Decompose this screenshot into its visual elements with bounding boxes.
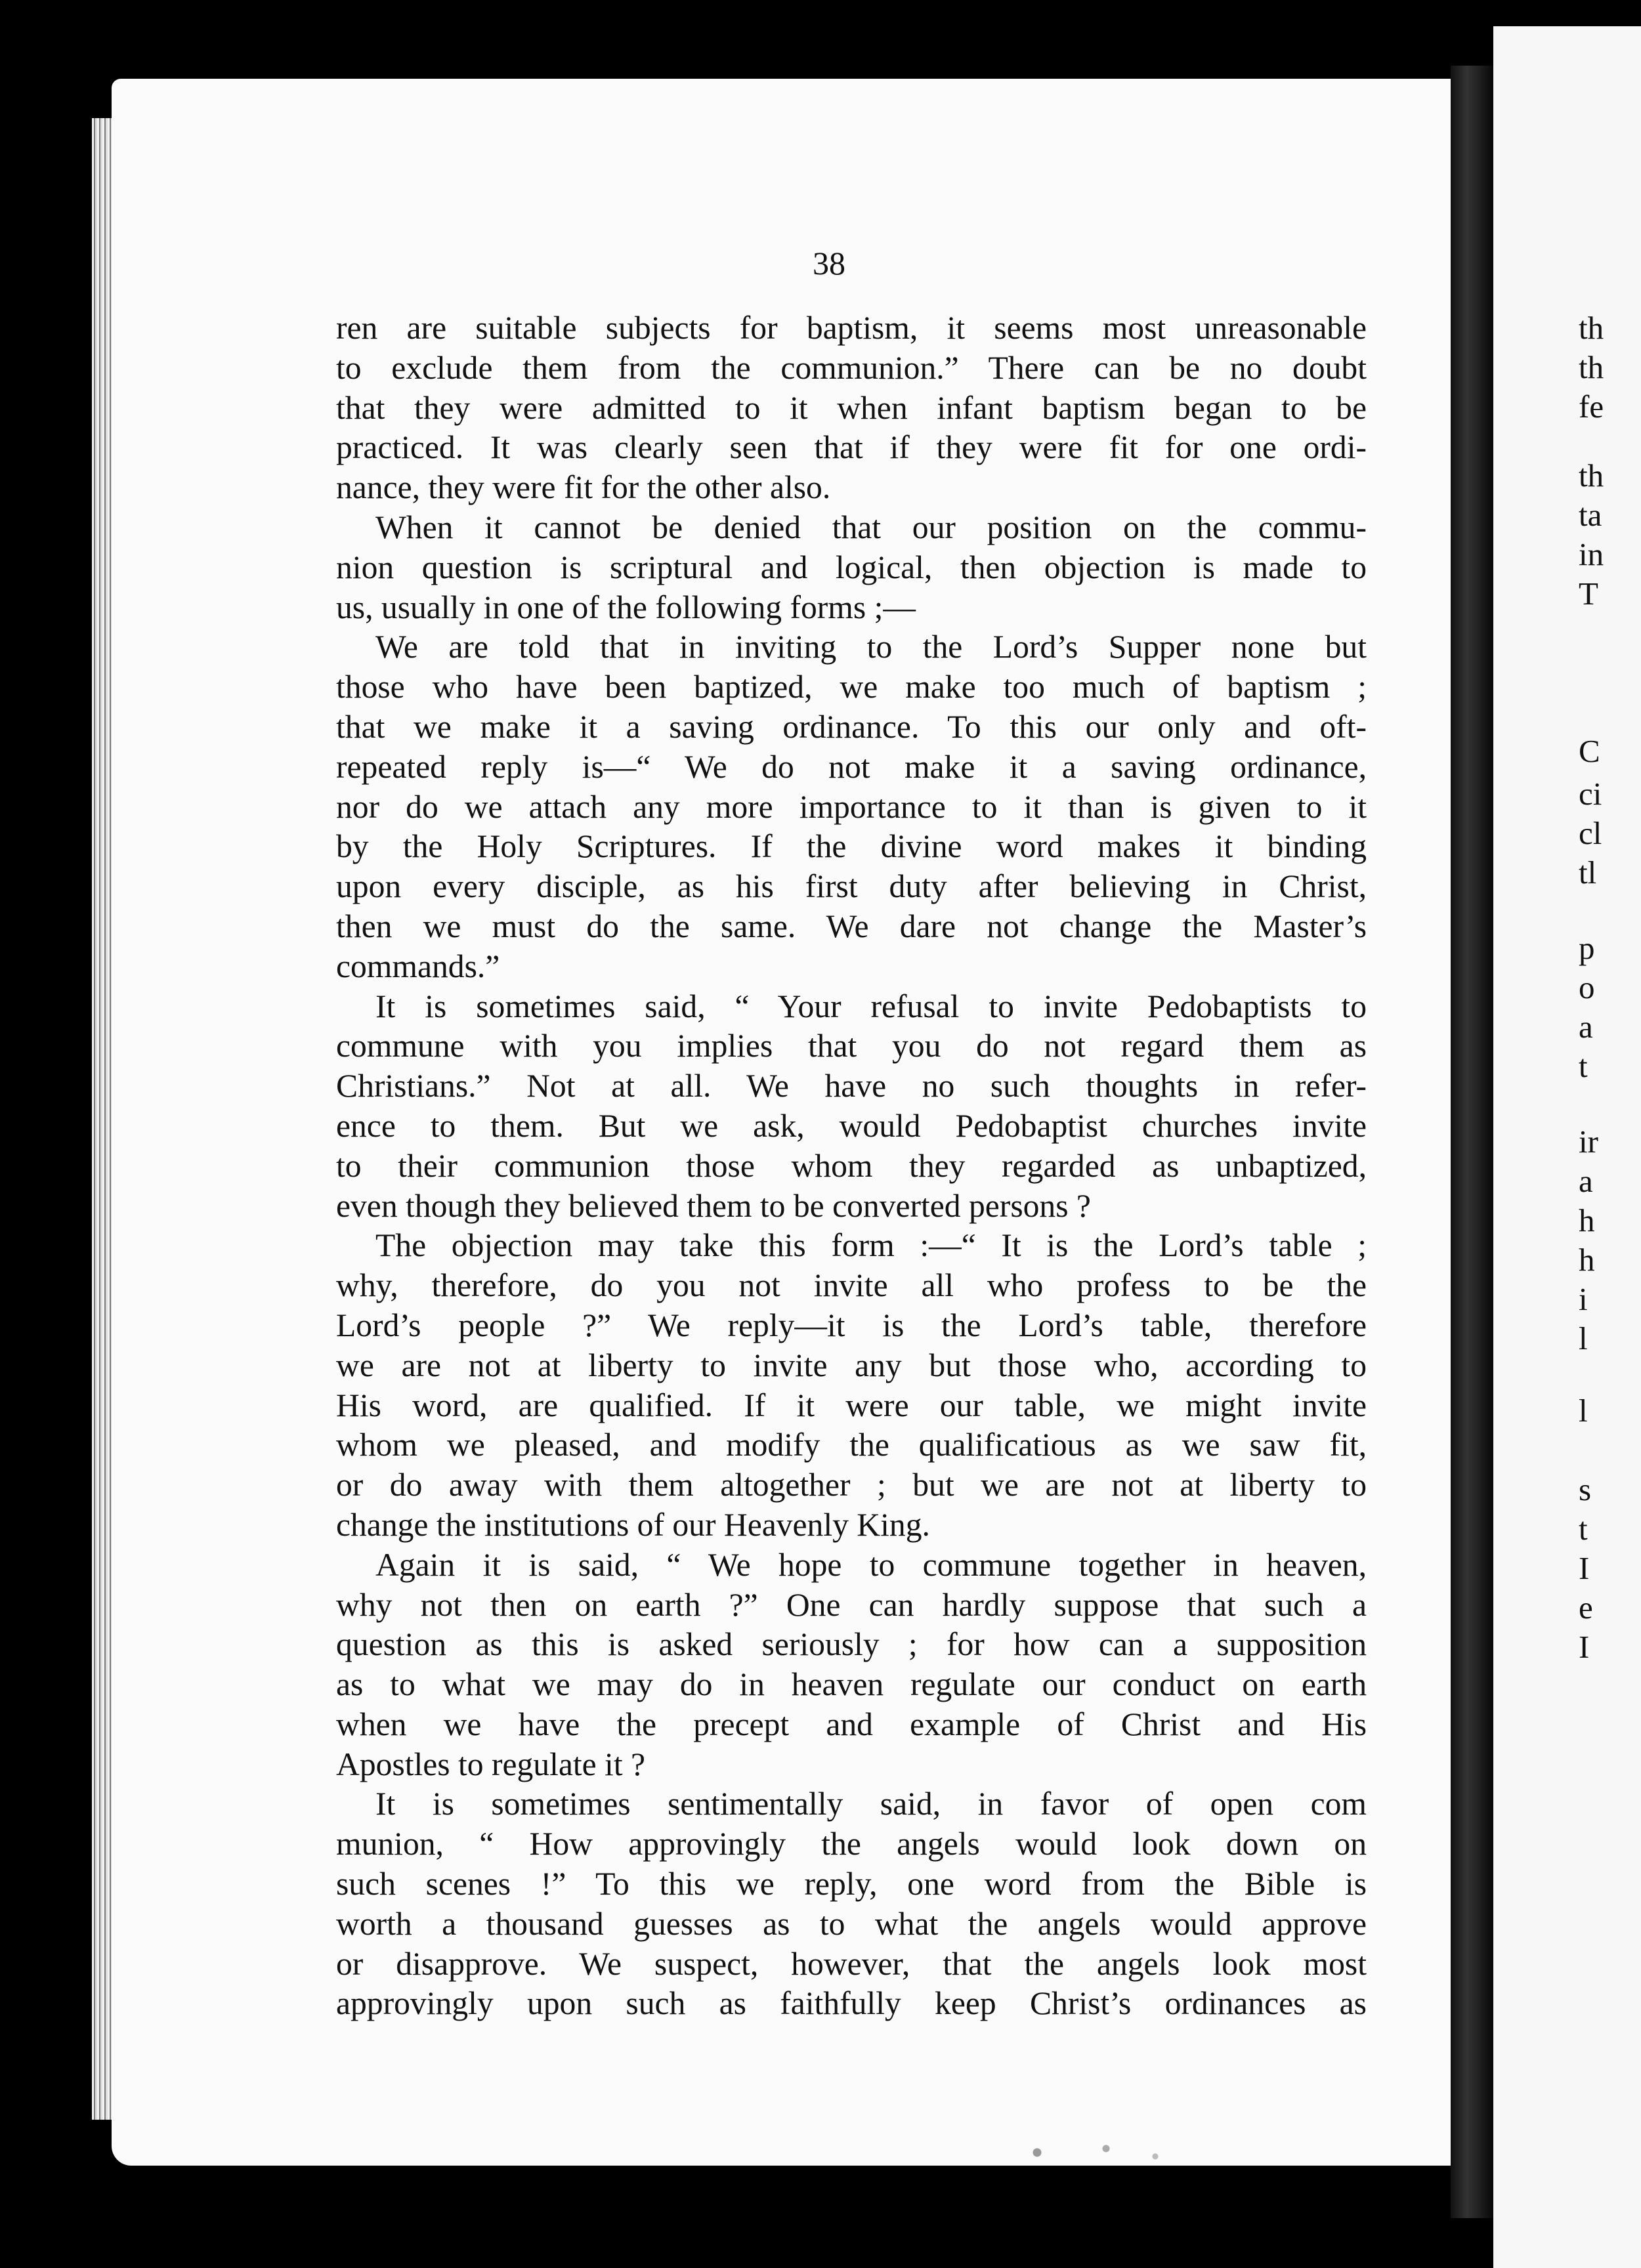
- text-line: change the institutions of our Heavenly King.: [336, 1506, 930, 1543]
- text-line: It is sometimes said, “ Your refusal to invite Pedobaptists to: [375, 988, 1367, 1024]
- facing-fragment: l: [1579, 1320, 1588, 1356]
- text-line: ence to them. But we ask, would Pedobaptist churches invite: [336, 1107, 1367, 1144]
- text-line: upon every disciple, as his first duty after believing in Christ,: [336, 868, 1367, 905]
- facing-fragment: p: [1579, 930, 1595, 966]
- facing-fragment: fe: [1579, 388, 1604, 425]
- text-line: nion question is scriptural and logical, then objection is made to: [336, 549, 1367, 585]
- body-text: [336, 308, 1367, 2024]
- text-line: repeated reply is—“ We do not make it a saving ordinance,: [336, 748, 1367, 785]
- facing-fragment: T: [1579, 576, 1598, 612]
- text-line: that we make it a saving ordinance. To this our only and oft-: [336, 708, 1367, 745]
- text-line: why not then on earth ?” One can hardly suppose that such a: [336, 1586, 1367, 1623]
- facing-fragment: t: [1579, 1048, 1588, 1084]
- facing-fragment: a: [1579, 1163, 1593, 1199]
- facing-fragment: e: [1579, 1589, 1593, 1626]
- text-line: or do away with them altogether ; but we are not at liberty to: [336, 1467, 1367, 1503]
- text-line: or disapprove. We suspect, however, that the angels look most: [336, 1945, 1367, 1982]
- text-line: The objection may take this form :—“ It is the Lord’s table ;: [375, 1227, 1367, 1264]
- text-line: approvingly upon such as faithfully keep Christ’s ordinances as: [336, 1985, 1367, 2022]
- text-line: us, usually in one of the following forms ;—: [336, 589, 916, 625]
- text-line: munion, “ How approvingly the angels would look down on: [336, 1826, 1367, 1862]
- facing-fragment: t: [1579, 1511, 1588, 1547]
- facing-fragment: l: [1579, 1393, 1588, 1429]
- text-line: When it cannot be denied that our position on the commu-: [375, 509, 1367, 545]
- facing-fragment: ta: [1579, 497, 1602, 533]
- facing-fragment: ir: [1579, 1124, 1598, 1160]
- text-line: worth a thousand guesses as to what the angels would approve: [336, 1905, 1367, 1942]
- book-gutter: [1451, 66, 1497, 2218]
- text-line: those who have been baptized, we make too much of baptism ;: [336, 669, 1367, 705]
- scan-marks: [998, 2133, 1195, 2172]
- text-line: practiced. It was clearly seen that if they were fit for one ordi-: [336, 429, 1367, 466]
- text-line: It is sometimes sentimentally said, in favor of open com: [375, 1786, 1367, 1822]
- text-line: commune with you implies that you do not regard them as: [336, 1028, 1367, 1064]
- text-line: Christians.” Not at all. We have no such thoughts in refer-: [336, 1068, 1367, 1104]
- facing-fragment: C: [1579, 733, 1600, 769]
- text-line: question as this is asked seriously ; for how can a supposition: [336, 1626, 1367, 1663]
- text-line: by the Holy Scriptures. If the divine word makes it binding: [336, 828, 1367, 865]
- facing-fragment: th: [1579, 349, 1604, 385]
- text-line: whom we pleased, and modify the qualificatious as we saw fit,: [336, 1427, 1367, 1463]
- text-line: we are not at liberty to invite any but those who, according to: [336, 1347, 1367, 1383]
- text-line: ren are suitable subjects for baptism, it seems most unreasonable: [336, 310, 1367, 346]
- facing-fragment: h: [1579, 1242, 1595, 1278]
- facing-page: [1493, 26, 1641, 2268]
- text-line: nance, they were fit for the other also.: [336, 469, 831, 506]
- facing-fragment: ci: [1579, 776, 1602, 812]
- text-line: even though they believed them to be converted persons ?: [336, 1187, 1091, 1224]
- text-line: We are told that in inviting to the Lord’s Supper none but: [375, 629, 1367, 665]
- text-line: such scenes !” To this we reply, one word from the Bible is: [336, 1866, 1367, 1902]
- text-line: commands.”: [336, 948, 500, 984]
- facing-fragment: I: [1579, 1629, 1590, 1665]
- facing-fragment: th: [1579, 310, 1604, 346]
- facing-fragment: o: [1579, 969, 1595, 1005]
- facing-fragment: h: [1579, 1202, 1595, 1238]
- facing-fragment: s: [1579, 1471, 1592, 1507]
- text-line: Lord’s people ?” We reply—it is the Lord’s table, therefore: [336, 1307, 1367, 1343]
- page-number: 38: [813, 245, 845, 282]
- text-line: when we have the precept and example of Christ and His: [336, 1706, 1367, 1742]
- text-line: that they were admitted to it when infant baptism began to be: [336, 389, 1367, 426]
- facing-fragment: tl: [1579, 854, 1597, 891]
- text-line: His word, are qualified. If it were our table, we might invite: [336, 1387, 1367, 1423]
- text-line: then we must do the same. We dare not change the Master’s: [336, 908, 1367, 944]
- text-line: Again it is said, “ We hope to commune together in heaven,: [375, 1546, 1367, 1583]
- facing-fragment: I: [1579, 1550, 1590, 1586]
- facing-fragment: cl: [1579, 815, 1602, 851]
- text-line: nor do we attach any more importance to it than is given to it: [336, 788, 1367, 825]
- text-line: as to what we may do in heaven regulate our conduct on earth: [336, 1666, 1367, 1703]
- text-line: to exclude them from the communion.” There can be no doubt: [336, 349, 1367, 386]
- facing-fragment: a: [1579, 1009, 1593, 1045]
- facing-fragment: in: [1579, 536, 1604, 572]
- facing-fragment: th: [1579, 457, 1604, 494]
- text-line: Apostles to regulate it ?: [336, 1746, 646, 1782]
- text-line: to their communion those whom they regarded as unbaptized,: [336, 1147, 1367, 1184]
- text-line: why, therefore, do you not invite all who profess to be the: [336, 1267, 1367, 1304]
- facing-fragment: i: [1579, 1281, 1588, 1317]
